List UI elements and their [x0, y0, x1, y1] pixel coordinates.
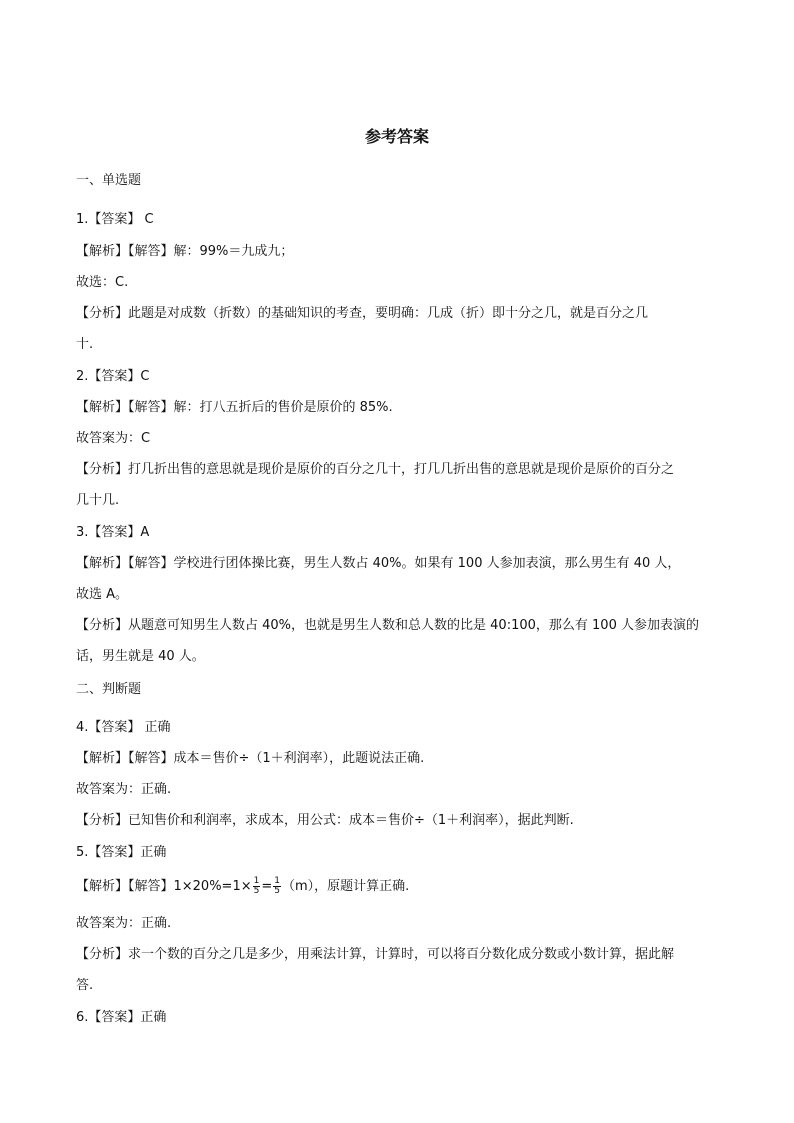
fraction-one-fifth	[253, 877, 261, 896]
q4-answer: 4.【答案】 正确	[76, 720, 171, 735]
q2-choice: 故答案为：C	[76, 431, 151, 446]
q4-analysis: 【解析】【解答】成本＝售价÷（1＋利润率），此题说法正确.	[76, 751, 425, 766]
q3-choice: 故选 A。	[76, 587, 129, 602]
fraction-one-fifth-result	[273, 877, 281, 896]
q2-answer: 2.【答案】C	[76, 369, 150, 384]
q5-analysis-prefix: 【解析】【解答】1×20%=1×	[76, 879, 252, 894]
fraction-denominator: 5	[253, 886, 260, 896]
section-heading-single-choice: 一、单选题	[76, 173, 142, 188]
page-title: 参考答案	[364, 127, 429, 146]
q2-analysis: 【解析】【解答】解：打八五折后的售价是原价的 85%.	[76, 400, 393, 415]
fraction-numerator: 1	[253, 876, 260, 886]
q4-note-line1: 【分析】已知售价和利润率，求成本，用公式：成本＝售价÷（1＋利润率），据此判断.	[76, 813, 574, 828]
q5-analysis-suffix: （m），原题计算正确.	[282, 879, 410, 894]
fraction-denominator: 5	[274, 886, 280, 896]
q5-answer: 5.【答案】正确	[76, 845, 167, 860]
q5-note-line2: 答.	[76, 978, 94, 993]
q1-note-line2: 十.	[76, 337, 94, 352]
q1-choice: 故选：C.	[76, 275, 129, 290]
q1-answer: 1.【答案】 C	[76, 212, 154, 227]
q1-note-line1: 【分析】此题是对成数（折数）的基础知识的考查，要明确：几成（折）即十分之几，就是百分之几	[76, 306, 649, 321]
q1-analysis: 【解析】【解答】解：99%＝九成九；	[76, 244, 294, 259]
equals-sign: =	[261, 879, 273, 894]
q5-note-line1: 【分析】求一个数的百分之几是多少，用乘法计算，计算时，可以将百分数化成分数或小数计算，据此解	[76, 947, 675, 962]
q3-answer: 3.【答案】A	[76, 525, 150, 540]
q5-analysis	[76, 877, 409, 896]
q3-note-line1: 【分析】从题意可知男生人数占 40%，也就是男生人数和总人数的比是 40:100，那么有 100 人参加表演的	[76, 618, 699, 633]
q5-choice: 故答案为：正确.	[76, 916, 172, 931]
q2-note-line1: 【分析】打几折出售的意思就是现价是原价的百分之几十，打几几折出售的意思就是现价是原价的百分之	[76, 462, 675, 477]
q3-analysis: 【解析】【解答】学校进行团体操比赛，男生人数占 40%。如果有 100 人参加表演，那么男生有 40 人，	[76, 556, 681, 571]
section-heading-true-false: 二、判断题	[76, 682, 142, 697]
q4-choice: 故答案为：正确.	[76, 782, 172, 797]
q6-answer: 6.【答案】正确	[76, 1010, 167, 1025]
q3-note-line2: 话，男生就是 40 人。	[76, 649, 205, 664]
fraction-numerator: 1	[274, 876, 280, 886]
q2-note-line2: 几十几.	[76, 493, 120, 508]
